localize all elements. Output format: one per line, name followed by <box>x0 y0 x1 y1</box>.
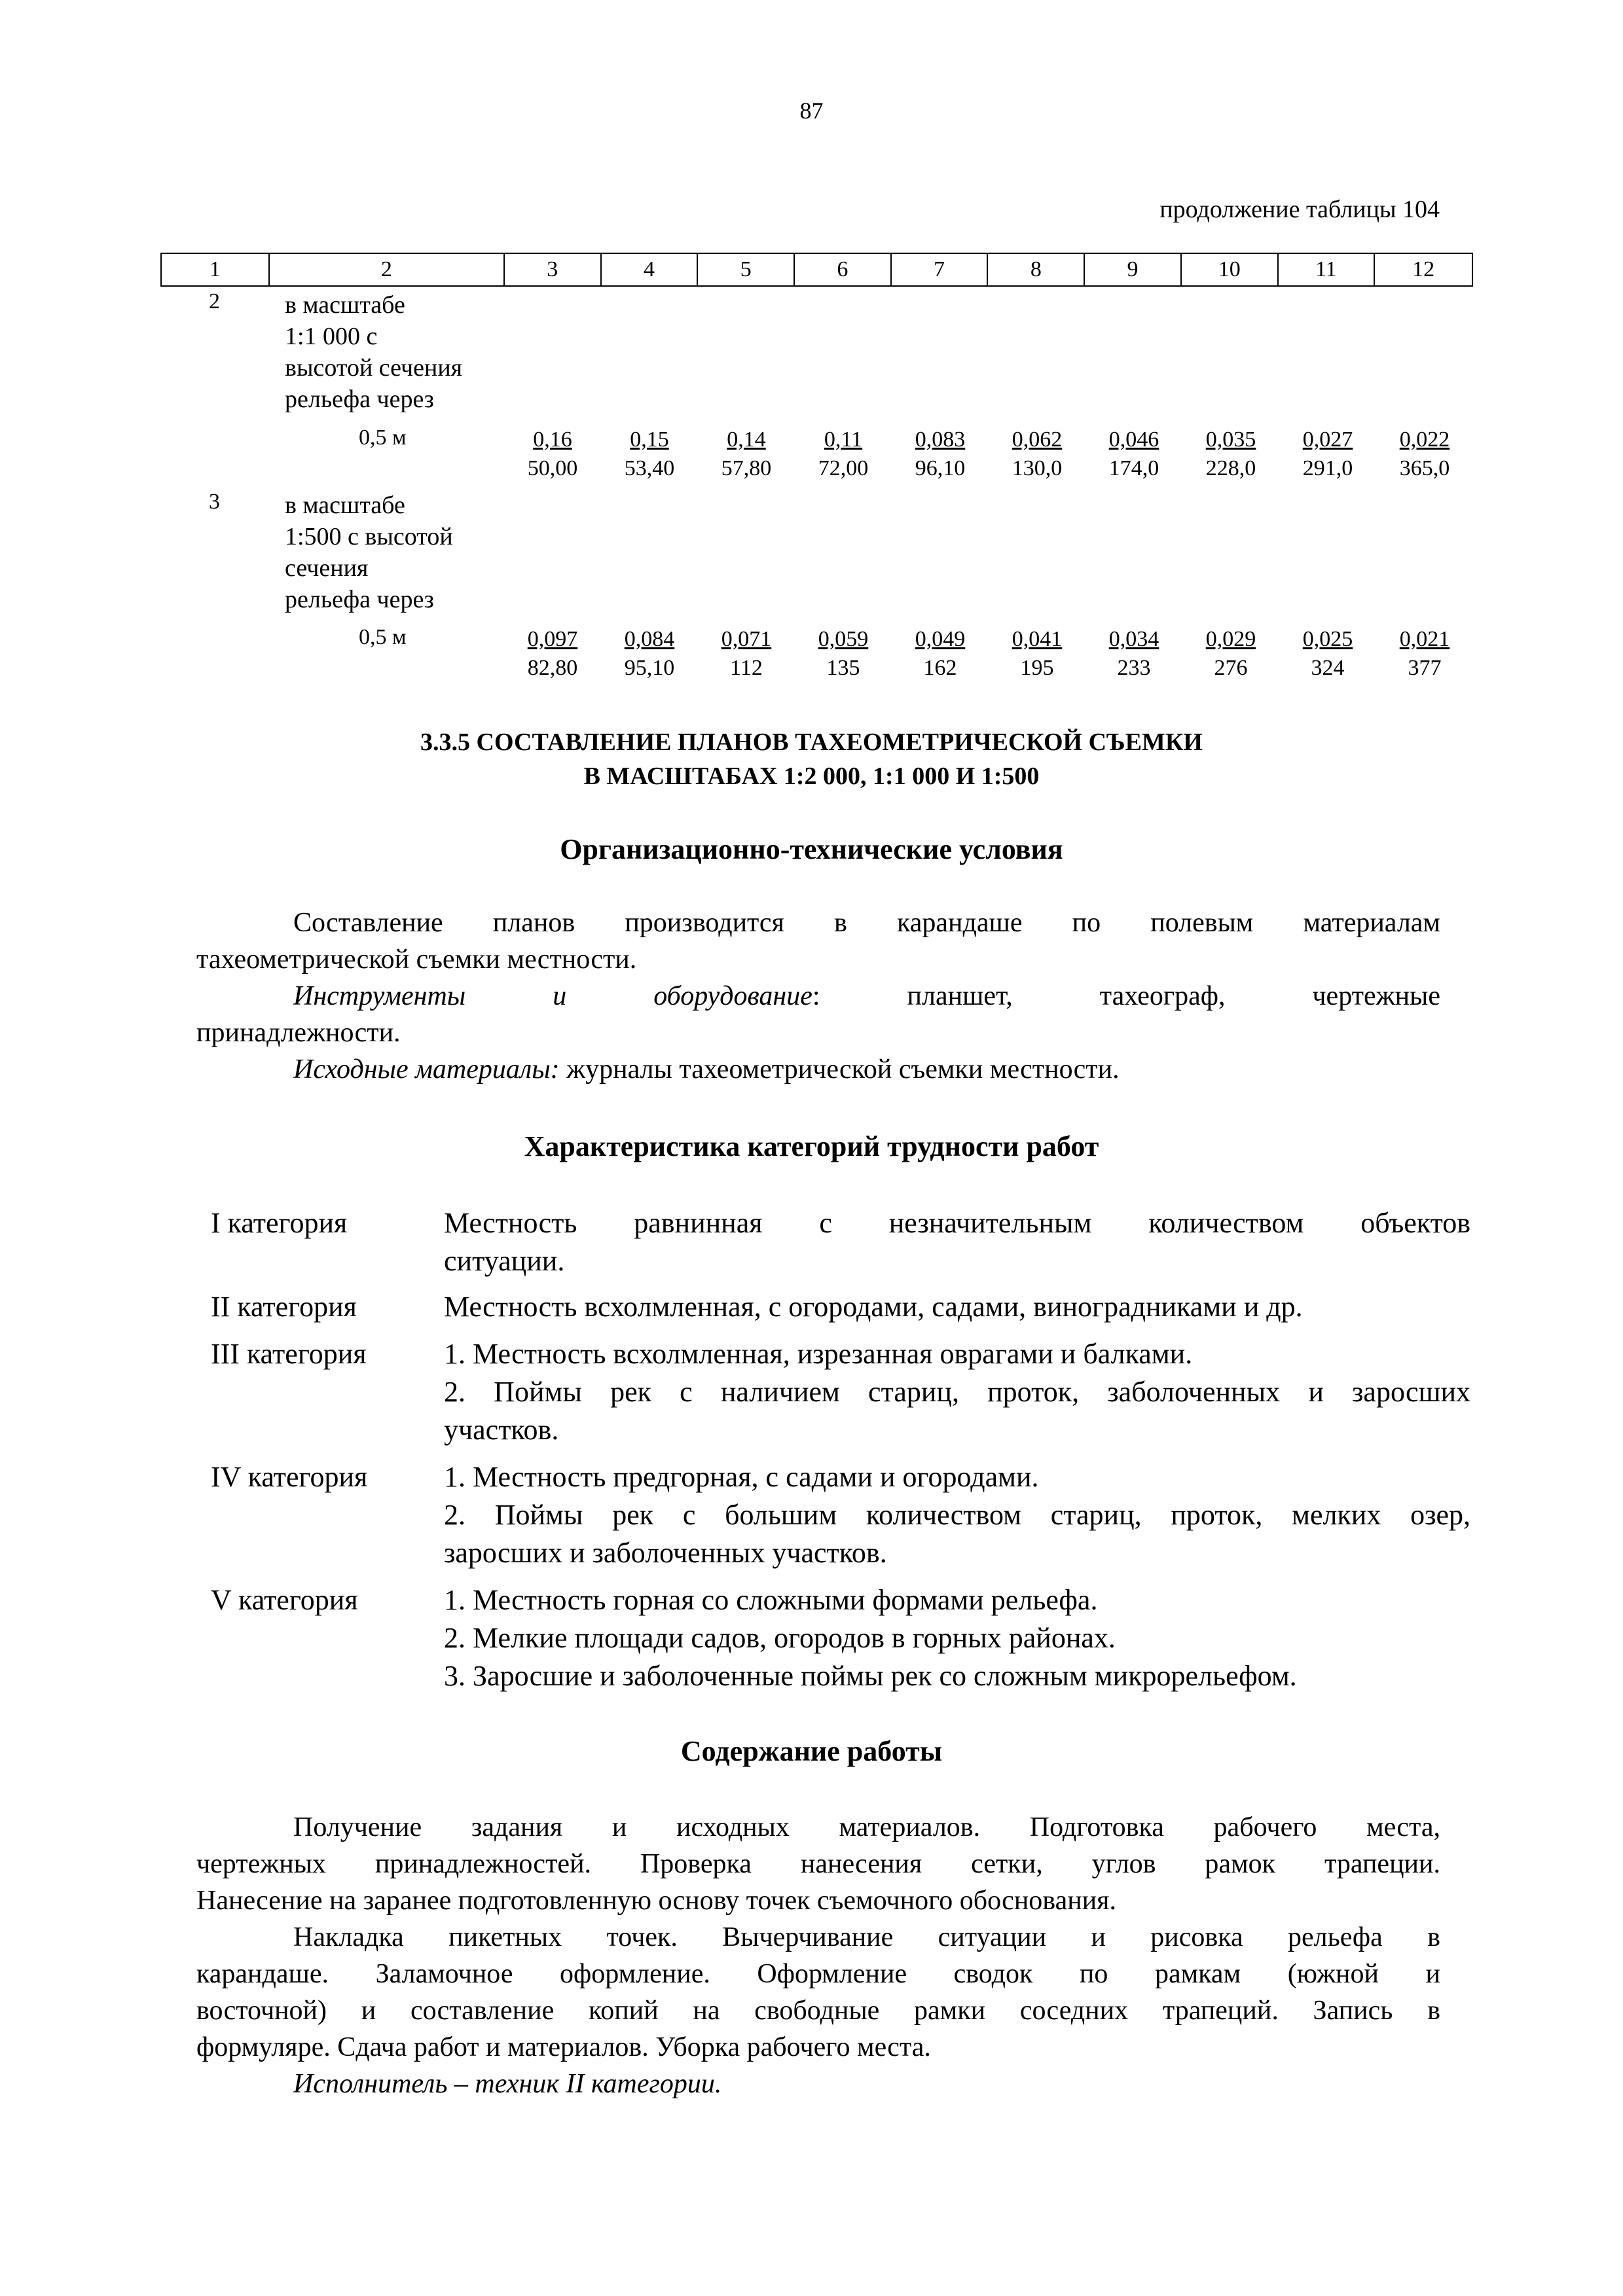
table-value-cell <box>504 625 601 683</box>
value-numerator: 0,062 <box>1012 427 1063 452</box>
work-content-line: Получение задания и исходных материалов. Подготовка рабочего места, <box>293 1812 1440 1842</box>
table-value-cell <box>698 425 795 483</box>
value-denominator: 377 <box>1408 656 1442 680</box>
table-header-cell: 8 <box>988 254 1085 285</box>
source-materials-line <box>293 1051 1440 1088</box>
table-row-unit: 0,5 м <box>359 425 407 450</box>
category-text: 2. Поймы рек с наличием стариц, проток, заболоченных и заросших <box>444 1376 1470 1408</box>
value-denominator: 174,0 <box>1108 456 1159 480</box>
org-paragraph-line: тахеометрической съемки местности. <box>196 944 637 975</box>
instruments-line <box>293 978 1440 1014</box>
category-text: ситуации. <box>444 1245 565 1277</box>
value-numerator: 0,097 <box>527 627 578 651</box>
page-number: 87 <box>799 98 824 124</box>
category-text: 3. Заросшие и заболоченные поймы рек со сложным микрорельефом. <box>444 1660 1297 1692</box>
value-denominator: 195 <box>1020 656 1054 680</box>
table-value-cell <box>601 425 698 483</box>
value-numerator: 0,035 <box>1205 427 1256 452</box>
description-line: высотой сечения <box>285 354 463 382</box>
category-text: Местность всхолмленная, с огородами, садами, виноградниками и др. <box>444 1291 1303 1323</box>
org-paragraph-line: Составление планов производится в карандаше по полевым материалам <box>293 908 1440 938</box>
description-line: 1:1 000 с <box>285 323 378 350</box>
value-denominator: 228,0 <box>1205 456 1256 480</box>
description-line: рельефа через <box>285 586 434 613</box>
table-header-cell: 7 <box>892 254 989 285</box>
category-text: участков. <box>444 1414 559 1446</box>
table-value-cell <box>1085 625 1182 683</box>
description-line: рельефа через <box>285 386 434 413</box>
categories-heading: Характеристика категорий трудности работ <box>524 1130 1099 1162</box>
table-value-cell <box>504 425 601 483</box>
category-label: III категория <box>211 1338 367 1370</box>
table-row-description <box>285 289 507 415</box>
category-text: Местность равнинная с незначительным количеством объектов <box>444 1207 1470 1239</box>
table-value-cell <box>1279 425 1376 483</box>
work-content-line: Нанесение на заранее подготовленную основу точек съемочного обоснования. <box>196 1886 1116 1916</box>
table-header-cell: 4 <box>602 254 699 285</box>
table-header-cell: 2 <box>270 254 505 285</box>
table-header-cell: 6 <box>795 254 892 285</box>
work-content-line: карандаше. Заламочное оформление. Оформление сводок по рамкам (южной и <box>196 1959 1440 1989</box>
value-denominator: 112 <box>730 656 763 680</box>
category-text: 1. Местность предгорная, с садами и огородами. <box>444 1461 1039 1493</box>
value-denominator: 291,0 <box>1302 456 1353 480</box>
value-denominator: 135 <box>826 656 860 680</box>
table-value-cell <box>601 625 698 683</box>
table-value-cell <box>1376 625 1473 683</box>
category-label: IV категория <box>211 1461 368 1493</box>
table-header-cell: 12 <box>1412 257 1435 281</box>
value-denominator: 96,10 <box>915 456 966 480</box>
table-value-cell <box>1182 625 1279 683</box>
work-content-line: Накладка пикетных точек. Вычерчивание ситуации и рисовка рельефа в <box>293 1922 1440 1952</box>
description-line: в масштабе <box>285 492 405 519</box>
category-label: II категория <box>211 1291 357 1323</box>
executor-text: Исполнитель – техник II категории. <box>293 2069 722 2099</box>
table-value-cell <box>989 625 1085 683</box>
value-numerator: 0,16 <box>533 427 572 452</box>
value-denominator: 57,80 <box>721 456 772 480</box>
value-denominator: 130,0 <box>1012 456 1063 480</box>
table-value-cell <box>795 425 892 483</box>
instruments-label: Инструменты и оборудование <box>293 981 812 1011</box>
value-numerator: 0,049 <box>915 627 966 651</box>
value-numerator: 0,034 <box>1108 627 1159 651</box>
table-header-cell: 11 <box>1279 254 1376 285</box>
category-label: I категория <box>211 1207 348 1239</box>
value-numerator: 0,041 <box>1012 627 1063 651</box>
table-row-number: 3 <box>209 490 220 514</box>
table-value-cell <box>1182 425 1279 483</box>
table-value-cell <box>989 425 1085 483</box>
value-numerator: 0,022 <box>1399 427 1450 452</box>
instruments-text: : планшет, тахеограф, чертежные <box>812 981 1440 1011</box>
work-content-line: восточной) и составление копий на свободные рамки соседних трапеций. Запись в <box>196 1996 1440 2026</box>
instruments-line2: принадлежности. <box>196 1018 401 1048</box>
source-materials-text: журналы тахеометрической съемки местности. <box>559 1054 1120 1085</box>
value-denominator: 82,80 <box>527 656 578 680</box>
value-numerator: 0,083 <box>915 427 966 452</box>
value-denominator: 50,00 <box>527 456 578 480</box>
table-header-cell: 9 <box>1085 254 1182 285</box>
value-numerator: 0,059 <box>818 627 869 651</box>
value-numerator: 0,046 <box>1108 427 1159 452</box>
description-line: сечения <box>285 554 369 582</box>
work-content-heading: Содержание работы <box>680 1735 943 1767</box>
section-title: 3.3.5 СОСТАВЛЕНИЕ ПЛАНОВ ТАХЕОМЕТРИЧЕСКОЙ СЪЕМКИ <box>420 728 1203 756</box>
section-title-line2: В МАСШТАБАХ 1:2 000, 1:1 000 И 1:500 <box>583 762 1040 790</box>
executor-line <box>293 2066 1440 2102</box>
value-numerator: 0,11 <box>824 427 863 452</box>
table-row-description <box>285 490 507 615</box>
table-value-cell <box>1085 425 1182 483</box>
value-numerator: 0,15 <box>630 427 669 452</box>
value-numerator: 0,084 <box>624 627 675 651</box>
table-row-unit: 0,5 м <box>359 625 407 649</box>
value-denominator: 72,00 <box>818 456 869 480</box>
table-row-number: 2 <box>209 289 220 314</box>
value-numerator: 0,025 <box>1302 627 1353 651</box>
table-header-cell: 1 <box>162 254 270 285</box>
table-header-cell: 10 <box>1182 254 1279 285</box>
table-value-cell <box>892 625 989 683</box>
category-text: 1. Местность горная со сложными формами рельефа. <box>444 1584 1098 1616</box>
table-value-cell <box>1279 625 1376 683</box>
description-line: 1:500 с высотой <box>285 523 453 550</box>
table-continuation-caption: продолжение таблицы 104 <box>1159 196 1440 223</box>
table-value-cell <box>698 625 795 683</box>
value-numerator: 0,021 <box>1399 627 1450 651</box>
table-value-cell <box>892 425 989 483</box>
value-numerator: 0,071 <box>721 627 772 651</box>
value-denominator: 233 <box>1117 656 1151 680</box>
source-materials-label: Исходные материалы: <box>293 1054 560 1085</box>
category-text: 2. Мелкие площади садов, огородов в горных районах. <box>444 1622 1116 1654</box>
category-text: 1. Местность всхолмленная, изрезанная оврагами и балками. <box>444 1338 1193 1370</box>
table-value-cell <box>795 625 892 683</box>
value-denominator: 324 <box>1311 656 1345 680</box>
category-label: V категория <box>211 1584 358 1616</box>
value-numerator: 0,14 <box>727 427 766 452</box>
value-denominator: 162 <box>923 656 957 680</box>
description-line: в масштабе <box>285 291 405 319</box>
value-denominator: 365,0 <box>1399 456 1450 480</box>
work-content-line: формуляре. Сдача работ и материалов. Уборка рабочего места. <box>196 2032 931 2062</box>
table-header-cell: 5 <box>698 254 795 285</box>
value-denominator: 95,10 <box>624 656 675 680</box>
value-denominator: 276 <box>1214 656 1248 680</box>
category-text: 2. Поймы рек с большим количеством стариц, проток, мелких озер, <box>444 1499 1470 1531</box>
table-header-row <box>160 253 1473 287</box>
category-text: заросших и заболоченных участков. <box>444 1537 887 1569</box>
org-conditions-heading: Организационно-технические условия <box>560 833 1063 865</box>
work-content-line: чертежных принадлежностей. Проверка нанесения сетки, углов рамок трапеции. <box>196 1849 1440 1879</box>
value-denominator: 53,40 <box>624 456 675 480</box>
value-numerator: 0,029 <box>1205 627 1256 651</box>
value-numerator: 0,027 <box>1302 427 1353 452</box>
table-header-cell: 3 <box>505 254 602 285</box>
table-value-cell <box>1376 425 1473 483</box>
